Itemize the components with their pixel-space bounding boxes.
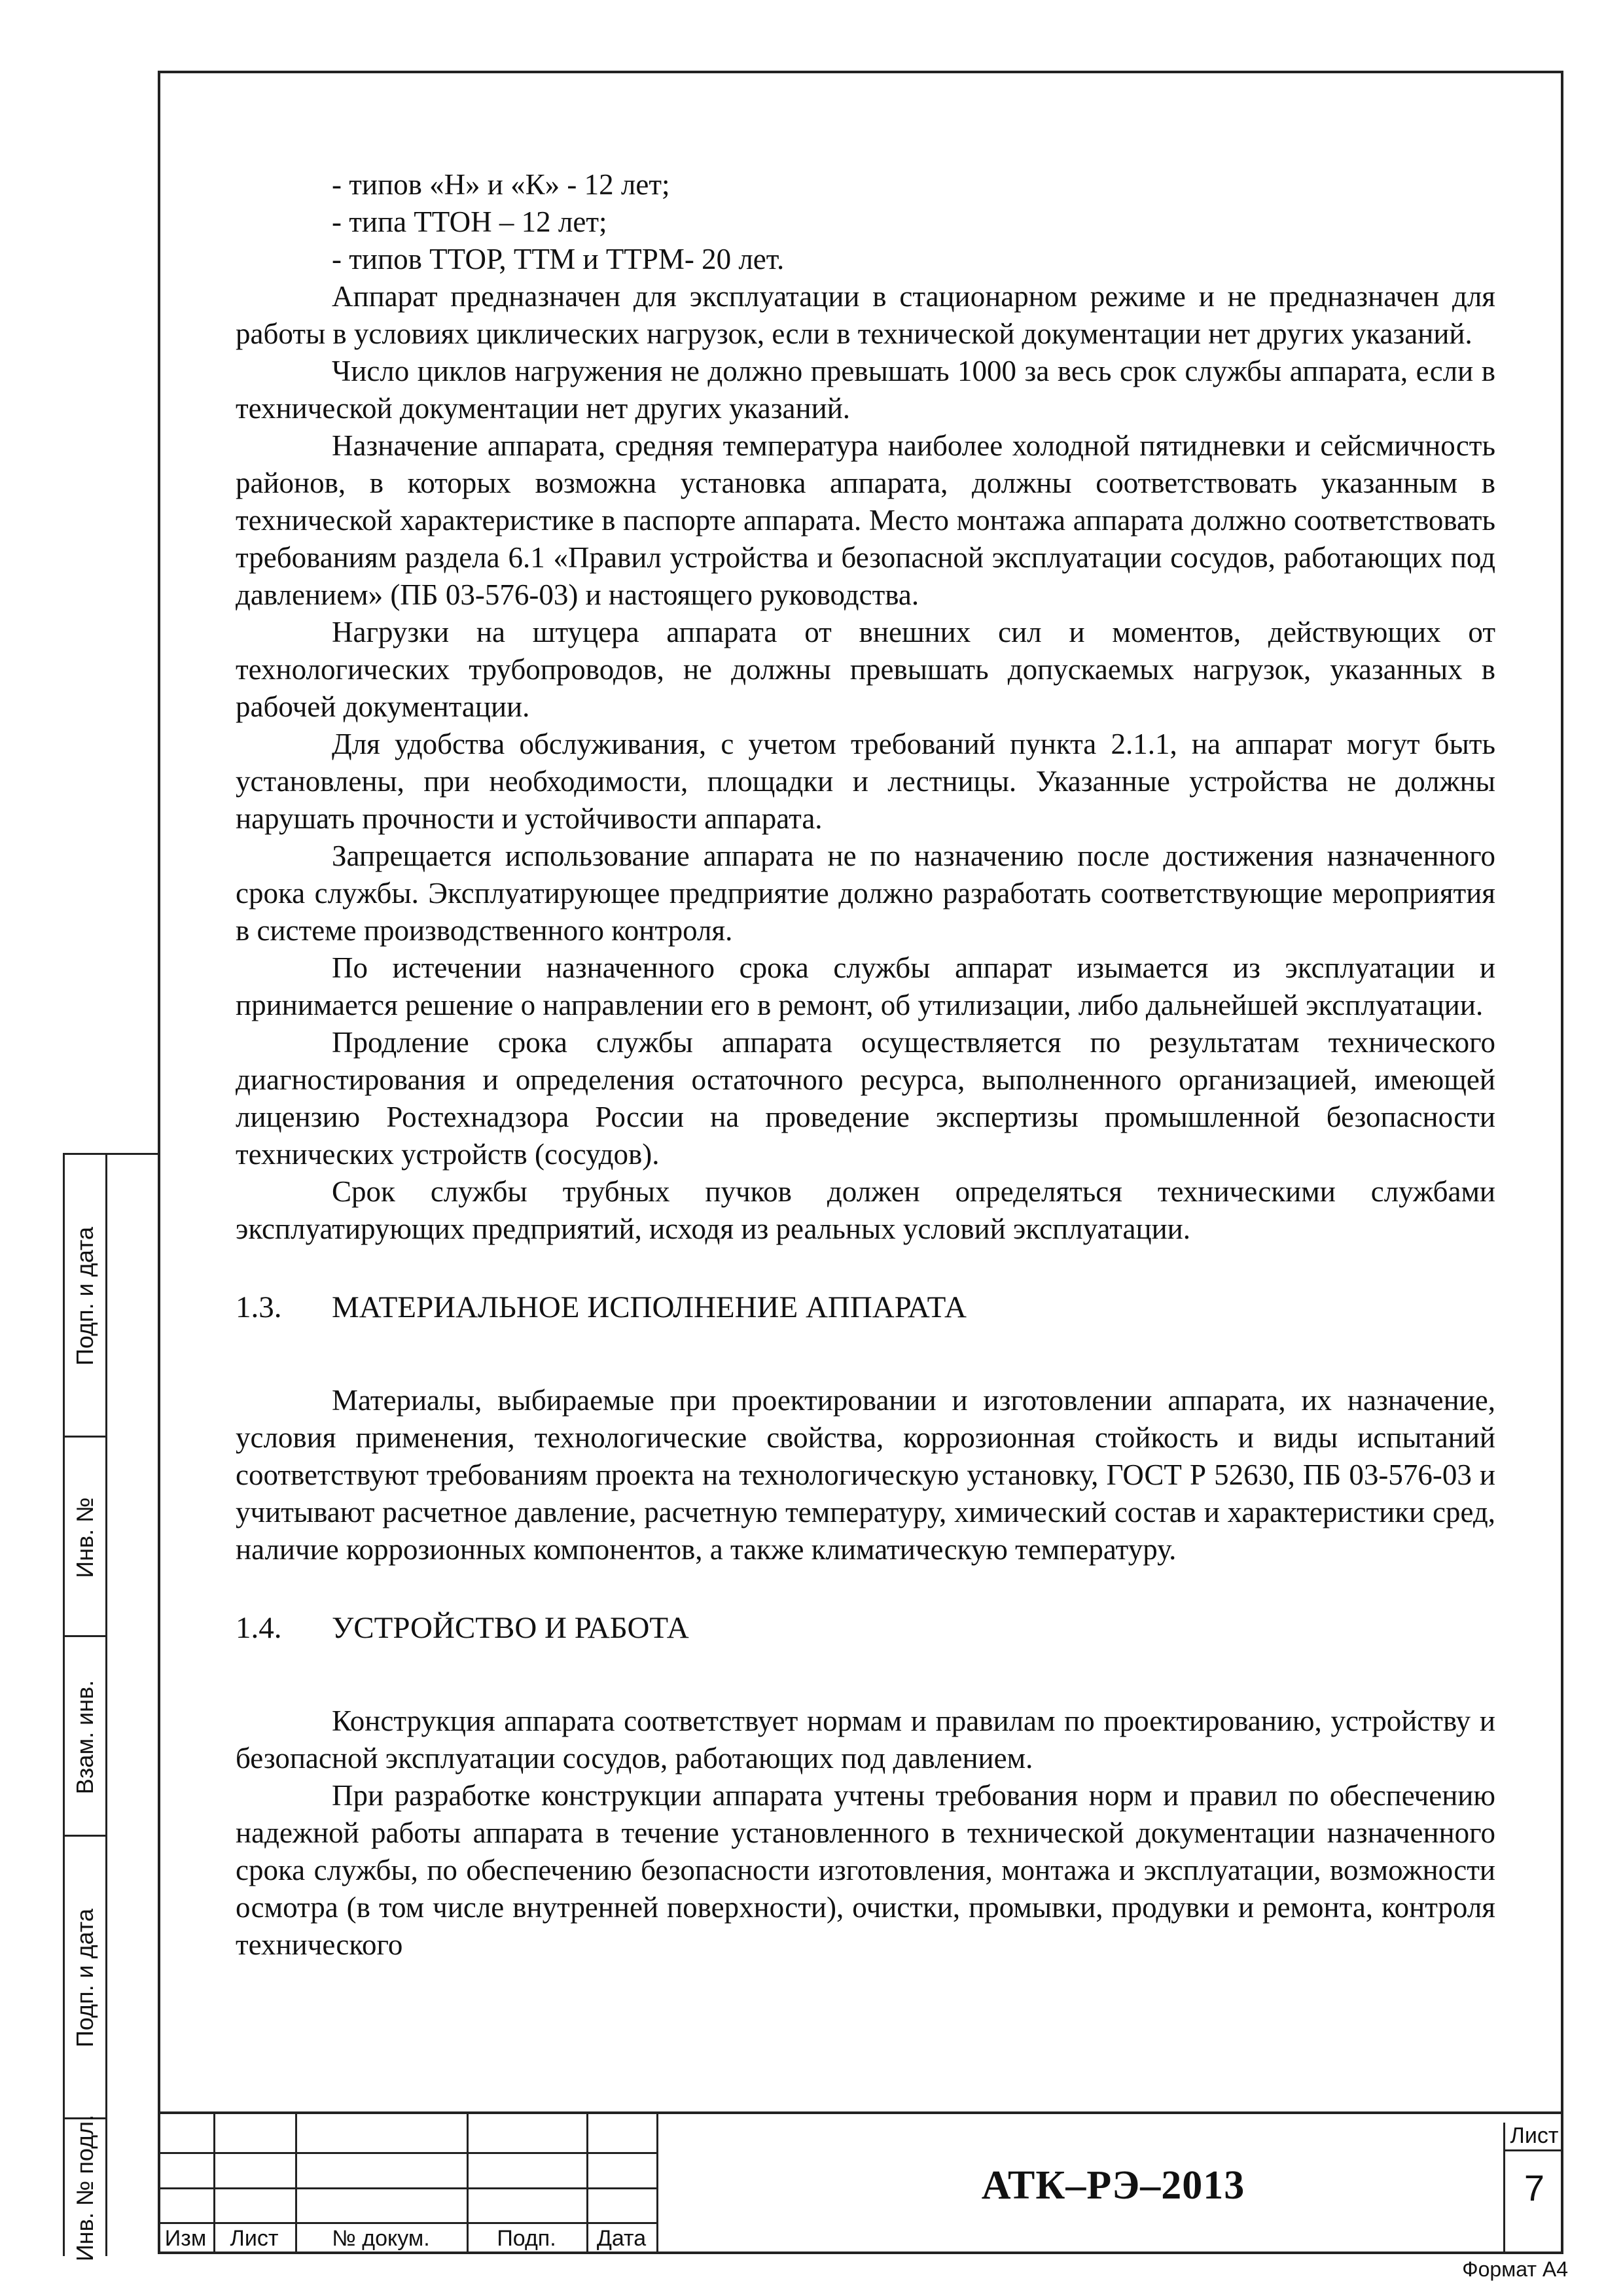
side-label-inv-no: Инв. № [71, 1496, 99, 1578]
section-heading-1-3 [236, 1289, 1495, 1326]
paragraph: Число циклов нагружения не должно превышать 1000 за весь срок службы аппарата, если в технической документации нет других указаний. [236, 355, 1495, 425]
title-block [158, 2111, 1563, 2254]
section-heading-1-4 [236, 1610, 1495, 1647]
sheet-number: 7 [1524, 2166, 1545, 2208]
paragraph: Срок службы трубных пучков должен определяться техническими службами эксплуатирующих предприятий, исходя из реальных условий эксплуатации. [236, 1175, 1495, 1245]
side-label-podp-data: Подп. и дата [71, 1226, 98, 1366]
paragraph: Аппарат предназначен для эксплуатации в стационарном режиме и не предназначен для работы в условиях циклических нагрузок, если в технической документации нет других указаний. [236, 280, 1495, 350]
sheet-number-box [1503, 2123, 1563, 2254]
col-list: Лист [230, 2225, 279, 2251]
paragraph: Конструкция аппарата соответствует нормам и правилам по проектированию, устройству и безопасной эксплуатации сосудов, работающих под давлением. [236, 1704, 1495, 1775]
document-code: АТК–РЭ–2013 [981, 2163, 1245, 2208]
list-item: - типа ТТОН – 12 лет; [332, 205, 607, 238]
paragraph: Назначение аппарата, средняя температура наиболее холодной пятидневки и сейсмичность районов, в которых возможна установка аппарата, должны соответствовать указанным в технической характеристике в паспорте аппарата. Место монтажа аппарата должно соответствовать требованиям раздела 6.1 «Правил устройства и безопасной эксплуатации сосудов, работающих под давлением» (ПБ 03-576-03) и настоящего руководства. [236, 429, 1495, 611]
paragraph: Продление срока службы аппарата осуществляется по результатам технического диагностирования и определения остаточного ресурса, выполненного организацией, имеющей лицензию Ростехнадзора России на проведение экспертизы промышленной безопасности технических устройств (сосудов). [236, 1026, 1495, 1171]
side-stamp-strip [63, 1153, 158, 2261]
paragraph: При разработке конструкции аппарата учтены требования норм и правил по обеспечению надежной работы аппарата в течение установленного в технической документации назначенного срока службы, по обеспечению безопасности изготовления, монтажа и эксплуатации, возможности осмотра (в том числе внутренней поверхности), очистки, промывки, продувки и ремонта, контроля технического [236, 1779, 1495, 1961]
section-number: 1.4. [236, 1611, 282, 1645]
format-label: Формат А4 [1462, 2257, 1568, 2281]
paragraph: Запрещается использование аппарата не по назначению после достижения назначенного срока службы. Эксплуатирующее предприятие должно разработать соответствующие мероприятия в системе производственного контроля. [236, 839, 1495, 947]
col-podp: Подп. [497, 2225, 556, 2251]
sheet-label: Лист [1505, 2123, 1563, 2151]
col-izm: Изм [164, 2225, 207, 2251]
paragraph: Нагрузки на штуцера аппарата от внешних сил и моментов, действующих от технологических трубопроводов, не должны превышать допускаемых нагрузок, указанных в рабочей документации. [236, 616, 1495, 723]
col-no-dokum: № докум. [332, 2225, 430, 2251]
side-label-inv-no-podl: Инв. № подл. [71, 2114, 98, 2261]
list-item: - типов ТТОР, ТТМ и ТТРМ- 20 лет. [332, 243, 785, 275]
paragraph: Материалы, выбираемые при проектировании и изготовлении аппарата, их назначение, условия применения, технологические свойства, коррозионная стойкость и виды испытаний соответствуют требованиям проекта на технологическую установку, ГОСТ Р 52630, ПБ 03-576-03 и учитывают расчетное давление, расчетную температуру, химический состав и характеристики сред, наличие коррозионных компонентов, а также климатическую температуру. [236, 1384, 1495, 1566]
document-body [236, 166, 1495, 1964]
title-block-line [158, 2187, 656, 2189]
paragraph: Для удобства обслуживания, с учетом требований пункта 2.1.1, на аппарат могут быть установлены, при необходимости, площадки и лестницы. Указанные устройства не должны нарушать прочности и устойчивости аппарата. [236, 728, 1495, 835]
paragraph: По истечении назначенного срока службы аппарат изымается из эксплуатации и принимается решение о направлении его в ремонт, об утилизации, либо дальнейшей эксплуатации. [236, 951, 1495, 1021]
side-label-vzam-inv: Взам. инв. [71, 1680, 99, 1794]
title-block-line [158, 2152, 656, 2154]
section-title: УСТРОЙСТВО И РАБОТА [332, 1611, 689, 1645]
col-data: Дата [596, 2225, 647, 2251]
section-number: 1.3. [236, 1290, 282, 1324]
side-label-podp-data-2: Подп. и дата [71, 1908, 98, 2048]
section-title: МАТЕРИАЛЬНОЕ ИСПОЛНЕНИЕ АППАРАТА [332, 1290, 967, 1324]
list-item: - типов «Н» и «К» - 12 лет; [332, 168, 670, 201]
